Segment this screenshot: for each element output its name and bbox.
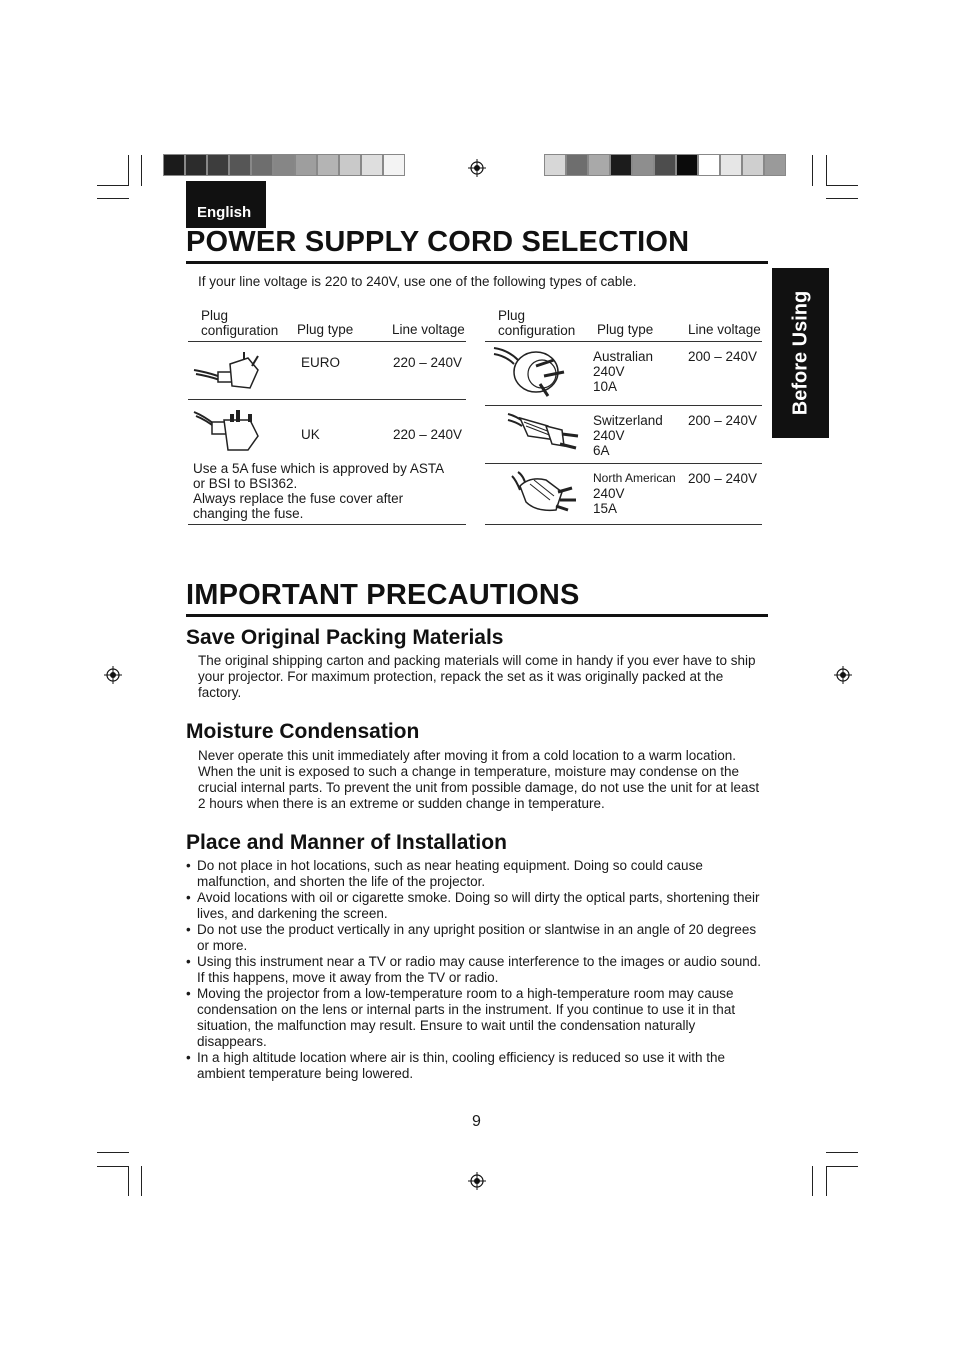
color-swatch [588, 154, 610, 176]
color-swatch [317, 154, 339, 176]
crop-mark [826, 1152, 858, 1153]
plug-voltage-rating: 240V [593, 364, 625, 379]
plug-type-name: North American [593, 471, 676, 485]
crop-mark [141, 155, 142, 186]
color-swatch [185, 154, 207, 176]
fuse-note-line: changing the fuse. [193, 506, 304, 521]
crop-mark [128, 155, 129, 186]
bullet-text: Do not place in hot locations, such as near heating equipment. Doing so could cause malfunction, and shorten the life of the projector. [197, 858, 703, 889]
gray-scale-bar-right [544, 154, 786, 176]
power-supply-intro: If your line voltage is 220 to 240V, use one of the following types of cable. [198, 274, 637, 289]
crop-mark [128, 1166, 129, 1196]
fuse-note-line: Use a 5A fuse which is approved by ASTA [193, 461, 445, 476]
plug-current-rating: 6A [593, 443, 610, 458]
list-item: • Moving the projector from a low-temperature room to a high-temperature room may cause condensation on the lens or internal parts in the instrument. If you continue to use it in that situation, the malfunction may result. Ensure to wait until the condensation naturally disappears. [186, 986, 736, 1049]
line-voltage-cell: 200 – 240V [688, 471, 758, 486]
table-rule [485, 341, 762, 342]
table-rule [188, 524, 466, 525]
bullet-text: Using this instrument near a TV or radio may cause interference to the images or audio sound. If this happens, move it away from the TV or radio. [197, 954, 762, 985]
plug-type-name: Australian [593, 349, 654, 364]
crop-mark [97, 198, 129, 199]
color-swatch [544, 154, 566, 176]
color-swatch [764, 154, 786, 176]
plug-type-cell: EURO [301, 355, 341, 370]
crop-mark [812, 155, 813, 186]
crop-mark [826, 185, 858, 186]
color-swatch [229, 154, 251, 176]
section-tab [772, 268, 829, 438]
power-supply-title: POWER SUPPLY CORD SELECTION [186, 226, 690, 258]
registration-mark-icon [104, 666, 122, 684]
section-paragraph: Never operate this unit immediately after moving it from a cold location to a warm location. When the unit is exposed to such a change in temperature, moisture may condense on the crucial internal parts. To prevent the unit from possible damage, do not use the unit for at least 2 hours when there is an extreme or sudden change in temperature. [198, 748, 760, 811]
color-swatch [383, 154, 405, 176]
crop-mark [826, 198, 858, 199]
color-swatch [273, 154, 295, 176]
precautions-title: IMPORTANT PRECAUTIONS [186, 579, 580, 611]
plug-voltage-rating: 240V [593, 486, 625, 501]
line-voltage-cell: 220 – 240V [393, 427, 463, 442]
column-header: Line voltage [392, 322, 465, 337]
plug-current-rating: 10A [593, 379, 618, 394]
crop-mark [97, 185, 129, 186]
euro-plug-icon [192, 350, 268, 392]
fuse-note [193, 461, 468, 521]
table-rule [188, 341, 466, 342]
fuse-note-line: or BSI to BSI362. [193, 476, 298, 491]
uk-plug-icon [192, 406, 268, 454]
crop-mark [97, 1166, 129, 1167]
list-item: • Do not place in hot locations, such as near heating equipment. Doing so could cause malfunction, and shorten the life of the projector. [186, 858, 703, 889]
crop-mark [826, 1166, 827, 1196]
list-item: • In a high altitude location where air is thin, cooling efficiency is reduced so use it with the ambient temperature being lowered. [186, 1050, 726, 1081]
color-swatch [339, 154, 361, 176]
bullet-text: Do not use the product vertically in any upright position or slantwise in an angle of 20 degrees or more. [197, 922, 757, 953]
color-swatch [632, 154, 654, 176]
fuse-note-line: Always replace the fuse cover after [193, 491, 404, 506]
table-rule [485, 524, 762, 525]
section-heading: Moisture Condensation [186, 720, 420, 743]
section-paragraph: The original shipping carton and packing materials will come in handy if you ever have to ship your projector. For maximum protection, repack the set as it was originally packed at the factory. [198, 653, 756, 700]
table-rule [485, 405, 762, 406]
plug-type-cell [593, 413, 663, 458]
swiss-plug-icon [506, 410, 584, 456]
language-label: English [197, 204, 252, 221]
color-swatch [207, 154, 229, 176]
title-rule [186, 261, 768, 264]
page-number: 9 [472, 1113, 481, 1130]
plug-type-cell: UK [301, 427, 320, 442]
color-swatch [566, 154, 588, 176]
color-swatch [610, 154, 632, 176]
column-header: Plug configuration [498, 308, 576, 338]
color-swatch [676, 154, 698, 176]
section-tab-label: Before Using [789, 290, 811, 416]
section-heading: Save Original Packing Materials [186, 626, 504, 649]
australian-plug-icon [492, 344, 582, 400]
color-swatch [361, 154, 383, 176]
list-item: • Using this instrument near a TV or radio may cause interference to the images or audio sound. If this happens, move it away from the TV or radio. [186, 954, 762, 985]
installation-bullet-list [186, 858, 768, 1082]
color-swatch [720, 154, 742, 176]
crop-mark [812, 1166, 813, 1196]
registration-mark-icon [468, 159, 486, 177]
registration-mark-icon [468, 1172, 486, 1190]
list-item: • Do not use the product vertically in any upright position or slantwise in an angle of 20 degrees or more. [186, 922, 757, 953]
bullet-text: Moving the projector from a low-temperature room to a high-temperature room may cause condensation on the lens or internal parts in the instrument. If you continue to use it in that situation, the malfunction may result. Ensure to wait until the condensation naturally disappears. [197, 986, 736, 1049]
crop-mark [826, 155, 827, 186]
registration-mark-icon [834, 666, 852, 684]
table-rule [485, 463, 762, 464]
color-swatch [251, 154, 273, 176]
crop-mark [97, 1152, 129, 1153]
column-header: Plug type [597, 322, 654, 337]
color-swatch [742, 154, 764, 176]
plug-current-rating: 15A [593, 501, 618, 516]
column-header: Plug configuration [201, 308, 279, 338]
plug-voltage-rating: 240V [593, 428, 625, 443]
north-american-plug-icon [510, 466, 588, 518]
gray-scale-bar-left [163, 154, 405, 176]
plug-type-cell [593, 471, 676, 516]
color-swatch [295, 154, 317, 176]
line-voltage-cell: 220 – 240V [393, 355, 463, 370]
line-voltage-cell: 200 – 240V [688, 413, 758, 428]
table-rule [188, 399, 466, 400]
color-swatch [698, 154, 720, 176]
list-item: • Avoid locations with oil or cigarette smoke. Doing so will dirty the optical parts, shortening their lives, and darkening the screen. [186, 890, 760, 921]
plug-type-name: Switzerland [593, 413, 663, 428]
plug-type-cell [593, 349, 653, 394]
bullet-text: In a high altitude location where air is thin, cooling efficiency is reduced so use it with the ambient temperature being lowered. [197, 1050, 726, 1081]
line-voltage-cell: 200 – 240V [688, 349, 758, 364]
color-swatch [654, 154, 676, 176]
color-swatch [163, 154, 185, 176]
column-header: Plug type [297, 322, 354, 337]
crop-mark [826, 1166, 858, 1167]
title-rule [186, 614, 768, 617]
crop-mark [141, 1166, 142, 1196]
bullet-text: Avoid locations with oil or cigarette smoke. Doing so will dirty the optical parts, shortening their lives, and darkening the screen. [197, 890, 760, 921]
column-header: Line voltage [688, 322, 761, 337]
language-tab [186, 181, 266, 228]
section-heading: Place and Manner of Installation [186, 831, 507, 854]
